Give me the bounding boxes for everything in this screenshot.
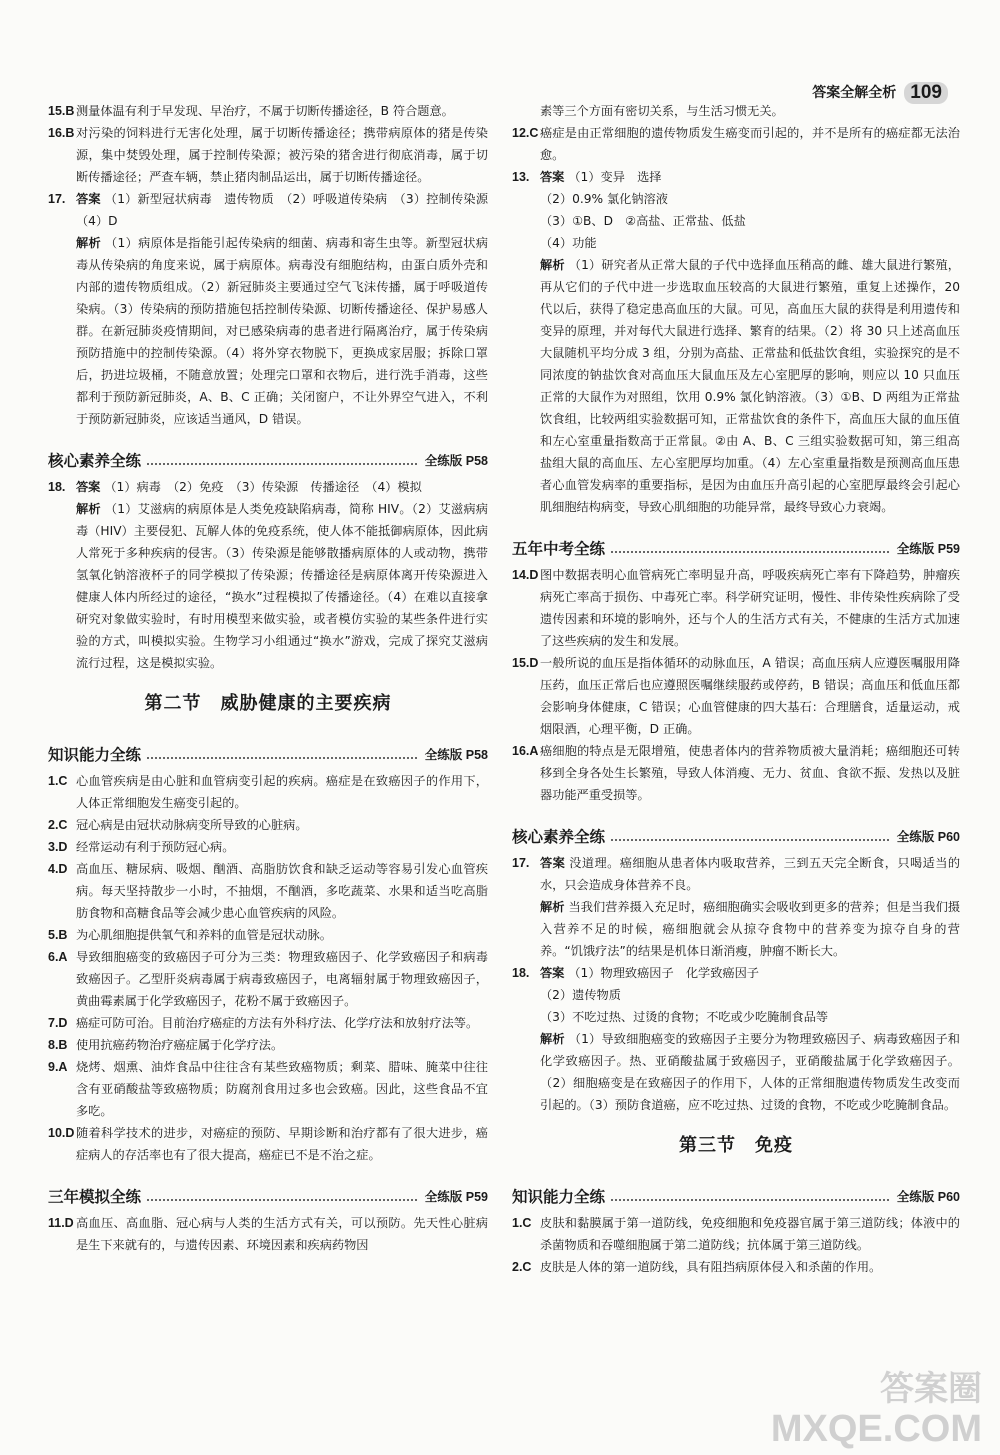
section-title: 核心素养全练 — [48, 452, 142, 470]
page-number: 109 — [904, 82, 948, 104]
item-text: 癌症可防可治。目前治疗癌症的方法有外科疗法、化学疗法和放射疗法等。 — [76, 1016, 479, 1030]
right-column — [512, 100, 960, 1278]
answer-tag: 答案 — [76, 480, 101, 494]
subpart-text: （4）功能 — [540, 236, 597, 250]
section-title: 五年中考全练 — [512, 540, 606, 558]
section-dotted-leader — [611, 551, 889, 553]
section-page-ref: 全练版 P58 — [424, 454, 488, 468]
section-dotted-leader — [147, 1199, 417, 1201]
item-text: （1）变异 选择 — [568, 170, 662, 184]
answer-item — [512, 962, 960, 984]
item-number: 10.D — [48, 1126, 75, 1140]
item-text: 没道理。癌细胞从患者体内吸取营养，三到五天完全断食，只喝适当的水，只会造成身体营养不良。 — [540, 856, 961, 892]
answer-tag: 答案 — [540, 170, 565, 184]
answer-subpart — [48, 498, 488, 674]
answer-item — [512, 1256, 960, 1278]
answer-tag: 答案 — [540, 856, 566, 870]
item-number: 4.D — [48, 862, 68, 876]
section-header — [512, 524, 960, 560]
chapter-heading: 第二节 威胁健康的主要疾病 — [144, 693, 392, 714]
subpart-text: （1）研究者从正常大鼠的子代中选择血压稍高的雌、雄大鼠进行繁殖，再从它们的子代中进一步选取血压较高的大鼠进行繁殖，重复上述操作，20 代以后，获得了稳定患高血压的大鼠。可见，高血压大鼠的获得是利用遗传和变异的原理，并对每代大鼠进行选择、繁育的结果。（2）将 30 只上述高血压大鼠随机平均分成 3 组，分别为高盐、正常盐和低盐饮食组，实验探究的是不同浓度的钠盐饮食对高血压大鼠血压及左心室肥厚的影响，则应以 10 只血压正常的大鼠作为对照组，饮用 0.9% 氯化钠溶液。（3）①B、D 两组为正常盐饮食组，比较两组实验数据可知，正常盐饮食的条件下，高血压大鼠的血压值和左心室重量指数高于正常鼠。②由 A、B、C 三组实验数据可知，第三组高盐组大鼠的高血压、左心室肥厚均加重。（4）左心室重量指数是预测高血压患者心血管发病率的重要指标，是因为由血压升高引起的心室肥厚最终会引起心肌细胞结构病变，导致心肌细胞的功能异常，最终导致心力衰竭。 — [540, 258, 960, 514]
item-number: 2.C — [512, 1260, 532, 1274]
section-page-ref: 全练版 P60 — [896, 830, 960, 844]
analysis-tag: 解析 — [540, 258, 565, 272]
item-text: 冠心病是由冠状动脉病变所导致的心脏病。 — [76, 818, 308, 832]
item-number: 5.B — [48, 928, 68, 942]
answer-tag: 答案 — [540, 966, 565, 980]
analysis-tag: 解析 — [540, 900, 565, 914]
item-text: 图中数据表明心血管病死亡率明显升高，呼吸疾病死亡率有下降趋势，肿瘤疾病死亡率高于损伤、中毒死亡率。科学研究证明，慢性、非传染性疾病除了受遗传因素和环境的影响外，还与个人的生活方式有关，不健康的生活方式加速了这些疾病的发生和发展。 — [540, 568, 960, 648]
analysis-tag: 解析 — [540, 1032, 565, 1046]
answer-subpart — [512, 984, 960, 1006]
subpart-text: （2）遗传物质 — [540, 988, 621, 1002]
answer-subpart — [512, 210, 960, 232]
item-text: 高血压、高血脂、冠心病与人类的生活方式有关，可以预防。先天性心脏病是生下来就有的，与遗传因素、环境因素和疾病药物因 — [76, 1216, 488, 1252]
section-title: 三年模拟全练 — [48, 1188, 142, 1206]
item-text: 烧烤、烟熏、油炸食品中往往含有某些致癌物质；剩菜、腊味、腌菜中往往含有亚硝酸盐等致癌物质；防腐剂食用过多也会致癌。因此，这些食品不宜多吃。 — [76, 1060, 488, 1118]
item-number: 16.A — [512, 744, 539, 758]
answer-item — [512, 852, 960, 896]
answer-item — [48, 814, 488, 836]
section-title: 知识能力全练 — [48, 746, 142, 764]
answer-item — [48, 1034, 488, 1056]
item-text: （1）新型冠状病毒 遗传物质 （2）呼吸道传染病 （3）控制传染源 （4）D — [76, 192, 501, 228]
answer-item — [48, 924, 488, 946]
subpart-text: （3）不吃过热、过烫的食物；不吃或少吃腌制食品等 — [540, 1010, 829, 1024]
subpart-text: （1）病原体是指能引起传染病的细菌、病毒和寄生虫等。新型冠状病毒从传染病的角度来说，属于病原体。病毒没有细胞结构，由蛋白质外壳和内部的遗传物质组成。（2）新冠肺炎主要通过空气飞沫传播，属于呼吸道传染病。（3）传染病的预防措施包括控制传染源、切断传播途径、保护易感人群。在新冠肺炎疫情期间，对已感染病毒的患者进行隔离治疗，属于传染病预防措施中的控制传染源。（4）将外穿衣物脱下，更换成家居服；拆除口罩后，扔进垃圾桶，不随意放置；处理完口罩和衣物后，进行洗手消毒，这些都利于预防新冠肺炎，A、B、C 正确；关闭窗户，不让外界空气进入，不利于预防新冠肺炎，应该适当通风，D 错误。 — [76, 236, 488, 426]
watermark-logo: 答案圈 — [880, 1370, 982, 1408]
answer-item — [48, 946, 488, 1012]
item-text: 为心肌细胞提供氧气和养料的血管是冠状动脉。 — [76, 928, 332, 942]
item-text: 一般所说的血压是指体循环的动脉血压，A 错误；高血压病人应遵医嘱服用降压药，血压正常后也应遵照医嘱继续服药或停药，B 错误；高血压和低血压都会影响身体健康，C 错误；心血管健康的四大基石：合理膳食，适量运动，戒烟限酒，心理平衡，D 正确。 — [540, 656, 960, 736]
item-number: 14.D — [512, 568, 539, 582]
answer-item — [48, 836, 488, 858]
section-header — [48, 436, 488, 472]
section-header — [512, 1172, 960, 1208]
section-page-ref: 全练版 P60 — [896, 1190, 960, 1204]
answer-item — [48, 476, 488, 498]
section-page-ref: 全练版 P59 — [424, 1190, 488, 1204]
answer-subpart — [48, 232, 488, 430]
subpart-text: （1）导致细胞癌变的致癌因子主要分为物理致癌因子、病毒致癌因子和化学致癌因子。热、亚硝酸盐属于致癌因子，亚硝酸盐属于化学致癌因子。（2）细胞癌变是在致癌因子的作用下，人体的正常细胞遗传物质发生改变而引起的。（3）预防食道癌，应不吃过热、过烫的食物，不吃或少吃腌制食品。 — [540, 1032, 960, 1112]
item-number: 1.C — [48, 774, 68, 788]
answer-subpart — [512, 896, 960, 962]
item-number: 7.D — [48, 1016, 68, 1030]
answer-subpart — [512, 254, 960, 518]
answer-subpart — [512, 1006, 960, 1028]
item-text: 随着科学技术的进步，对癌症的预防、早期诊断和治疗都有了很大进步，癌症病人的存活率也有了很大提高，癌症已不是不治之症。 — [76, 1126, 488, 1162]
answer-item — [48, 1056, 488, 1122]
answer-subpart — [512, 1028, 960, 1116]
answer-item — [512, 564, 960, 652]
section-title: 核心素养全练 — [512, 828, 606, 846]
answer-subpart — [512, 232, 960, 254]
answer-item — [512, 740, 960, 806]
section-dotted-leader — [611, 839, 889, 841]
answer-tag: 答案 — [76, 192, 101, 206]
item-text: 癌细胞的特点是无限增殖，使患者体内的营养物质被大量消耗；癌细胞还可转移到全身各处生长繁殖，导致人体消瘦、无力、贫血、食欲不振、发热以及脏器功能严重受损等。 — [540, 744, 960, 802]
answer-item — [48, 1012, 488, 1034]
item-number: 16.B — [48, 126, 75, 140]
subpart-text: （2）0.9% 氯化钠溶液 — [540, 192, 668, 206]
item-number: 8.B — [48, 1038, 68, 1052]
section-title: 知识能力全练 — [512, 1188, 606, 1206]
item-number: 3.D — [48, 840, 68, 854]
answer-item — [48, 100, 488, 122]
item-text: 测量体温有利于早发现、早治疗，不属于切断传播途径，B 符合题意。 — [76, 104, 454, 118]
answer-item — [48, 858, 488, 924]
item-number: 15.D — [512, 656, 539, 670]
answer-item — [512, 122, 960, 166]
analysis-tag: 解析 — [76, 236, 102, 250]
left-column — [48, 100, 501, 1256]
item-number: 9.A — [48, 1060, 68, 1074]
answer-item — [512, 166, 960, 188]
subpart-text: 当我们营养摄入充足时，癌细胞确实会吸收到更多的营养；但是当我们摄入营养不足的时候，癌细胞就会从掠夺食物中的营养变为掠夺自身的营养。“饥饿疗法”的结果是机体日渐消瘦，肿瘤不断长大。 — [540, 900, 961, 958]
item-number: 6.A — [48, 950, 68, 964]
header-title: 答案全解全析 — [812, 85, 897, 101]
item-number: 12.C — [512, 126, 539, 140]
item-number: 2.C — [48, 818, 68, 832]
item-text: 癌症是由正常细胞的遗传物质发生癌变而引起的，并不是所有的癌症都无法治愈。 — [540, 126, 960, 162]
item-text: 皮肤是人体的第一道防线，具有阻挡病原体侵入和杀菌的作用。 — [540, 1260, 882, 1274]
item-text: （1）病毒 （2）免疫 （3）传染源 传播途径 （4）模拟 — [104, 480, 422, 494]
item-number: 18. — [48, 480, 66, 494]
section-header — [512, 812, 960, 848]
item-text: 导致细胞癌变的致癌因子可分为三类：物理致癌因子、化学致癌因子和病毒致癌因子。乙型肝炎病毒属于病毒致癌因子，电离辐射属于物理致癌因子，黄曲霉素属于化学致癌因子，花粉不属于致癌因子。 — [76, 950, 488, 1008]
answer-item — [48, 770, 488, 814]
item-number: 17. — [512, 856, 530, 870]
item-text: 心血管疾病是由心脏和血管病变引起的疾病。癌症是在致癌因子的作用下，人体正常细胞发生癌变引起的。 — [76, 774, 488, 810]
analysis-tag: 解析 — [76, 502, 101, 516]
answer-item — [48, 122, 488, 188]
item-number: 18. — [512, 966, 530, 980]
item-number: 13. — [512, 170, 530, 184]
section-header — [48, 730, 488, 766]
item-text: 经常运动有利于预防冠心病。 — [76, 840, 235, 854]
section-dotted-leader — [611, 1199, 889, 1201]
item-text: 使用抗癌药物治疗癌症属于化学疗法。 — [76, 1038, 284, 1052]
item-number: 15.B — [48, 104, 75, 118]
item-number: 11.D — [48, 1216, 74, 1230]
answer-item — [48, 1122, 488, 1166]
answer-item — [48, 188, 501, 232]
answer-item — [512, 1212, 960, 1256]
section-dotted-leader — [147, 757, 417, 759]
answer-subpart — [512, 188, 960, 210]
subpart-text: （1）艾滋病的病原体是人类免疫缺陷病毒，简称 HIV。（2）艾滋病病毒（HIV）主要侵犯、瓦解人体的免疫系统，使人体不能抵御病原体，因此病人常死于多种疾病的侵害。（3）传染源是能够散播病原体的人或动物，携带氢氧化钠溶液杯子的同学模拟了传染源；传播途径是病原体离开传染源进入健康人体内所经过的途径，“换水”过程模拟了传播途径。（4）在难以直接拿研究对象做实验时，有时用模型来做实验，或者模仿实验的某些条件进行实验的方式，叫模拟实验。生物学习小组通过“换水”游戏，完成了探究艾滋病流行过程，这是模拟实验。 — [76, 502, 488, 670]
watermark — [771, 1369, 982, 1449]
section-dotted-leader — [147, 463, 417, 465]
item-text: 高血压、糖尿病、吸烟、酗酒、高脂肪饮食和缺乏运动等容易引发心血管疾病。每天坚持散步一小时，不抽烟，不酗酒，多吃蔬菜、水果和适当吃高脂肪食物和高糖食品等会减少患心血管疾病的风险。 — [76, 862, 488, 920]
chapter-heading: 第三节 免疫 — [679, 1135, 793, 1156]
section-page-ref: 全练版 P59 — [896, 542, 960, 556]
subpart-text: （3）①B、D ②高盐、正常盐、低盐 — [540, 214, 746, 228]
item-number: 17. — [48, 192, 66, 206]
item-text: 对污染的饲料进行无害化处理，属于切断传播途径；携带病原体的猪是传染源，集中焚毁处理，属于控制传染源；被污染的猪舍进行彻底消毒，属于切断传播途径；严查车辆，禁止猪肉制品运出，属于切断传播途径。 — [76, 126, 488, 184]
item-text: （1）物理致癌因子 化学致癌因子 — [568, 966, 759, 980]
watermark-url: MXQE.COM — [770, 1408, 982, 1450]
item-number: 1.C — [512, 1216, 532, 1230]
answer-item — [512, 652, 960, 740]
subpart-text: 素等三个方面有密切关系，与生活习惯无关。 — [540, 104, 784, 118]
section-page-ref: 全练版 P58 — [424, 748, 488, 762]
answer-subpart — [512, 100, 960, 122]
item-text: 皮肤和黏膜属于第一道防线，免疫细胞和免疫器官属于第三道防线；体液中的杀菌物质和吞噬细胞属于第二道防线；抗体属于第三道防线。 — [540, 1216, 960, 1252]
answer-item — [48, 1212, 488, 1256]
section-header — [48, 1172, 488, 1208]
